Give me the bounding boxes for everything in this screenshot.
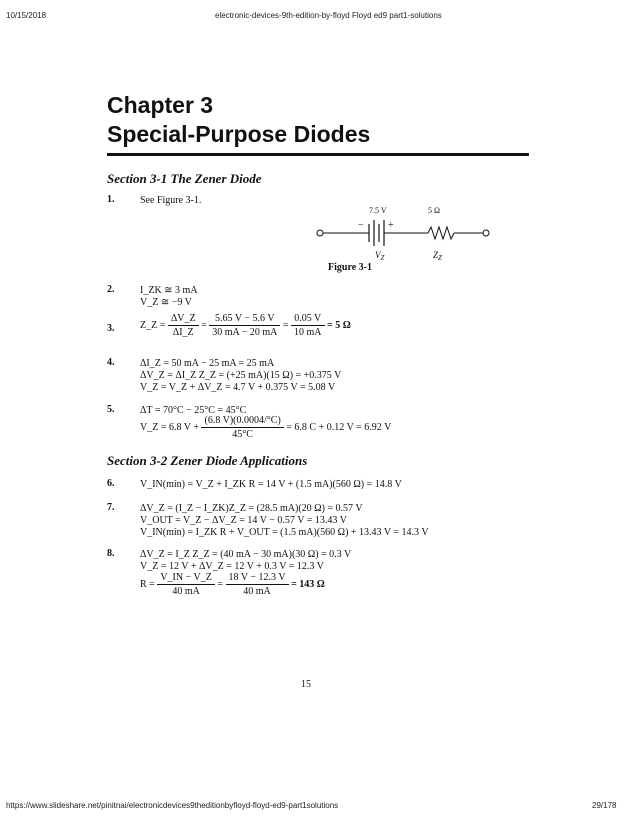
problem-7-number: 7. — [107, 502, 115, 513]
problem-2-line-2: V_Z ≅ −9 V — [140, 297, 192, 308]
eq-sign: = — [282, 319, 289, 331]
problem-6-number: 6. — [107, 478, 115, 489]
problem-7-line-2: V_OUT = V_Z − ΔV_Z = 14 V − 0.57 V = 13.43 V — [140, 515, 347, 526]
problem-4-line-2: ΔV_Z = ΔI_Z Z_Z = (+25 mA)(15 Ω) = +0.375 V — [140, 370, 342, 381]
problem-2-number: 2. — [107, 284, 115, 295]
eq-result: = 5 Ω — [327, 319, 351, 331]
page-number: 15 — [301, 679, 311, 690]
chapter-number: Chapter 3 — [107, 92, 214, 118]
section-heading-3-1: Section 3-1 The Zener Diode — [107, 171, 262, 186]
print-date: 10/15/2018 — [6, 11, 47, 20]
eq-sign: = — [217, 578, 224, 590]
eq-lhs: V_Z = 6.8 V + — [140, 421, 199, 433]
eq-fraction-1: $\frac{V\_IN - V\_Z}{40 mA}$ — [157, 571, 215, 598]
figure-plus-sign: + — [388, 220, 394, 231]
eq-lhs: Z_Z = — [140, 319, 166, 331]
problem-4-line-1: ΔI_Z = 50 mA − 25 mA = 25 mA — [140, 358, 275, 369]
problem-3-equation — [140, 312, 351, 339]
eq-fraction-2: $\frac{5.65 V - 5.6 V}{30 mA - 20 mA}$ — [209, 312, 280, 339]
problem-5-number: 5. — [107, 404, 115, 415]
figure-caption: Figure 3-1 — [328, 262, 372, 273]
problem-6-line-1: V_IN(min) = V_Z + I_ZK R = 14 V + (1.5 mA)(560 Ω) = 14.8 V — [140, 479, 402, 490]
problem-2-line-1: I_ZK ≅ 3 mA — [140, 285, 198, 296]
eq-fraction-1: $\frac{\Delta V\_Z}{\Delta I\_Z}$ — [168, 312, 199, 339]
eq-fraction-2: $\frac{18 V - 12.3 V}{40 mA}$ — [226, 571, 289, 598]
eq-result: = 143 Ω — [291, 578, 325, 590]
title-rule — [107, 153, 529, 156]
figure-minus-sign: − — [358, 220, 364, 231]
figure-resistance-label: 5 Ω — [428, 206, 440, 215]
figure-zz-label: $Z_Z$ — [433, 250, 442, 262]
problem-1-text: See Figure 3-1. — [140, 195, 202, 206]
problem-5-equation — [140, 414, 391, 441]
problem-4-line-3: V_Z = V_Z + ΔV_Z = 4.7 V + 0.375 V = 5.08 V — [140, 382, 336, 393]
problem-8-line-1: ΔV_Z = I_Z Z_Z = (40 mA − 30 mA)(30 Ω) = 0.3 V — [140, 549, 352, 560]
section-heading-3-2: Section 3-2 Zener Diode Applications — [107, 453, 308, 468]
print-title: electronic-devices-9th-edition-by-floyd Floyd ed9 part1-solutions — [215, 11, 442, 20]
figure-voltage-label: 7.5 V — [369, 206, 387, 215]
eq-fraction: $\frac{(6.8 V)(0.0004/^\circ C)}{45^\circ C}$ — [201, 414, 283, 441]
problem-7-line-3: V_IN(min) = I_ZK R + V_OUT = (1.5 mA)(560 Ω) + 13.43 V = 14.3 V — [140, 527, 429, 538]
source-url: https://www.slideshare.net/pinitnai/electronicdevices9theditionbyfloyd-floyd-ed9-part1solutions — [6, 801, 339, 810]
eq-lhs: R = — [140, 578, 155, 590]
problem-1-number: 1. — [107, 194, 115, 205]
problem-3-number: 3. — [107, 323, 115, 334]
problem-7-line-1: ΔV_Z = (I_Z − I_ZK)Z_Z = (28.5 mA)(20 Ω) = 0.57 V — [140, 503, 363, 514]
problem-8-line-2: V_Z = 12 V + ΔV_Z = 12 V + 0.3 V = 12.3 V — [140, 561, 324, 572]
eq-sign: = — [201, 319, 207, 331]
eq-result: = 6.8 C + 0.12 V = 6.92 V — [286, 421, 392, 433]
zener-circuit-diagram — [310, 200, 500, 290]
problem-5-line-1: ΔT = 70°C − 25°C = 45°C — [140, 405, 247, 416]
print-page-count: 29/178 — [592, 801, 617, 810]
eq-fraction-3: $\frac{0.05 V}{10 mA}$ — [291, 312, 325, 339]
chapter-title: Special-Purpose Diodes — [107, 121, 371, 147]
problem-8-equation — [140, 571, 325, 598]
problem-4-number: 4. — [107, 357, 115, 368]
figure-vz-label: $V_Z$ — [375, 250, 385, 262]
figure-3-1 — [310, 200, 500, 290]
problem-8-number: 8. — [107, 548, 115, 559]
